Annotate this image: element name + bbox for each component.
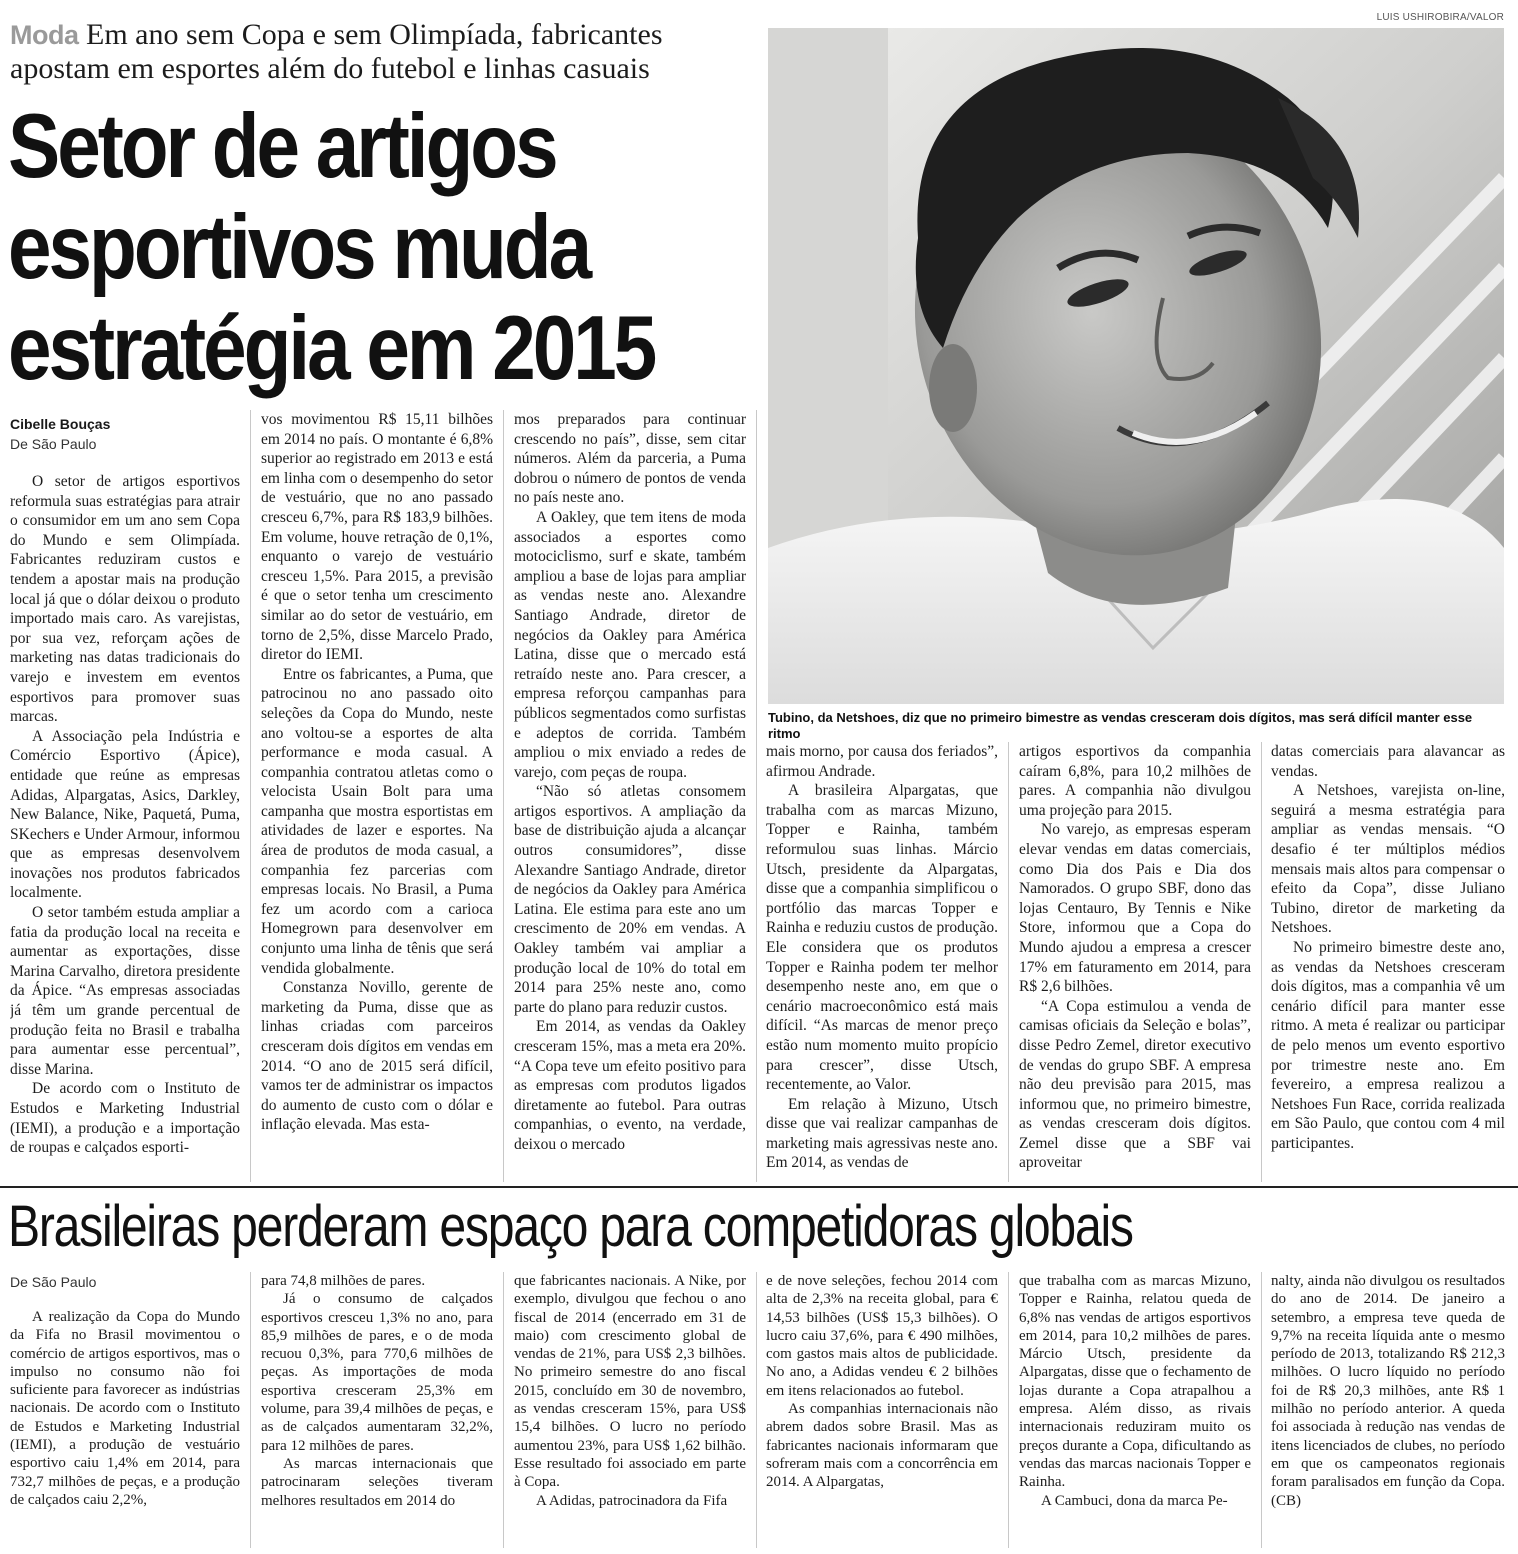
paragraph: Constanza Novillo, gerente de marketing da Puma, disse que as linhas criadas com parceiros cresceram dois dígitos em vendas em 2014. “O ano de 2015 será difícil, vamos ter de administrar os impactos do aumento de custo com o dólar e inflação elevada. Mas esta- bbox=[261, 979, 493, 1134]
paragraph: nalty, ainda não divulgou os resultados do ano de 2014. De janeiro a setembro, a empresa teve queda de 9,7% na receita líquida ante o mesmo período de 2013, totalizando R$ 212,3 milhões. O lucro líquido no período foi de R$ 20,3 milhões, ante R$ 1 milhão no período anterior. A queda foi associada à redução nas vendas de itens licenciados de clubes, no período em que os campeonatos regionais foram paralisados em função da Copa. (CB) bbox=[1271, 1273, 1505, 1509]
kicker bbox=[10, 18, 750, 86]
secondary-dateline: De São Paulo bbox=[10, 1274, 97, 1290]
paragraph: A Adidas, patrocinadora da Fifa bbox=[536, 1492, 728, 1509]
paragraph: e de nove seleções, fechou 2014 com alta de 2,3% na receita global, para € 14,53 bilhões (US$ 15,3 bilhões). O lucro caiu 37,6%, para € 490 milhões, com gastos mais altos de publicidade. No ano, a Adidas vendeu € 2 bilhões em itens relacionados ao futebol. bbox=[766, 1273, 998, 1399]
section-tag: Moda bbox=[10, 20, 79, 50]
article-column-4 bbox=[766, 742, 998, 1182]
column-divider bbox=[503, 410, 504, 1182]
column-divider bbox=[1261, 742, 1262, 1182]
paragraph: O setor de artigos esportivos reformula suas estratégias para atrair o consumidor em um ano sem Copa do Mundo e sem Olimpíada. Fabricantes reduziram custos e tendem a apostar mais na produção local já que o dólar deixou o produto importado mais caro. As varejistas, por sua vez, reforçam ações de marketing nas datas tradicionais do varejo e investem em eventos esportivos para promover suas marcas. bbox=[10, 473, 240, 726]
paragraph: “Não só atletas consomem artigos esportivos. A ampliação da base de distribuição ajuda a alcançar outros consumidores”, disse Alexandre Santiago Andrade, diretor de negócios da Oakley para América Latina. Ele estima para este ano um crescimento de 20% em vendas. A Oakley também vai ampliar a produção local de 10% do total em 2014 para 25% neste ano, como parte do plano para reduzir custos. bbox=[514, 783, 746, 1016]
column-divider bbox=[1008, 1272, 1009, 1548]
article2-column-6 bbox=[1271, 1272, 1505, 1548]
portrait-photo bbox=[768, 28, 1504, 704]
article2-column-5 bbox=[1019, 1272, 1251, 1548]
section-rule bbox=[0, 1186, 1518, 1188]
paragraph: A Associação pela Indústria e Comércio Esportivo (Ápice), entidade que reúne as empresas Adidas, Alpargatas, Asics, Darkley, New Balance, Nike, Paquetá, Puma, SKechers e Under Armour, informou que as empresas desenvolvem inovações nos produtos fabricados localmente. bbox=[10, 727, 240, 902]
paragraph: No primeiro bimestre deste ano, as vendas da Netshoes cresceram dois dígitos, mas a companhia vê um cenário difícil para manter esse ritmo. A meta é realizar ou participar de pelo menos um evento esportivo por trimestre neste ano. Em fevereiro, a empresa realizou a Netshoes Fun Race, corrida realizada em São Paulo, que contou com 4 mil participantes. bbox=[1271, 938, 1505, 1152]
paragraph: A brasileira Alpargatas, que trabalha com as marcas Mizuno, Topper e Rainha, também reformulou suas linhas. Márcio Utsch, presidente da Alpargatas, disse que a companhia simplificou o portfólio das marcas Topper e Rainha e reduziu custos de produção. Ele considera que os produtos Topper e Rainha podem ter melhor desempenho neste ano, em que o cenário macroeconômico está mais difícil. “As marcas de menor preço estão num momento muito propício para crescer”, disse Utsch, recentemente, ao Valor. bbox=[766, 782, 998, 1094]
column-divider bbox=[1008, 742, 1009, 1182]
column-divider bbox=[250, 410, 251, 1182]
paragraph: mos preparados para continuar crescendo no país”, disse, sem citar números. Além da parceria, a Puma dobrou o número de pontos de venda no país neste ano. bbox=[514, 411, 746, 507]
portrait-illustration bbox=[768, 28, 1504, 704]
article-column-2 bbox=[261, 410, 493, 1182]
paragraph: A realização da Copa do Mundo da Fifa no Brasil movimentou o comércio de artigos esportivos, mas o impulso no consumo não foi suficiente para favorecer as indústrias nacionais. De acordo com o Instituto de Estudos e Marketing Industrial (IEMI), a produção de vestuário esportivo caiu 1,4% em 2014, para 732,7 milhões de peças, e a produção de calçados caiu 2,2%, bbox=[10, 1309, 240, 1508]
article2-column-4 bbox=[766, 1272, 998, 1548]
paragraph: As marcas internacionais que patrocinaram seleções tiveram melhores resultados em 2014 do bbox=[261, 1455, 493, 1509]
paragraph: No varejo, as empresas esperam elevar vendas em datas comerciais, como Dia dos Pais e Dia dos Namorados. O grupo SBF, dono das lojas Centauro, By Tennis e Nike Store, informou que a Copa do Mundo ajudou a empresa a crescer 17% em faturamento em 2014, para R$ 2,6 bilhões. bbox=[1019, 821, 1251, 996]
paragraph: mais morno, por causa dos feriados”, afirmou Andrade. bbox=[766, 743, 998, 780]
byline bbox=[10, 414, 110, 454]
column-divider bbox=[1261, 1272, 1262, 1548]
secondary-headline: Brasileiras perderam espaço para competidoras globais bbox=[8, 1194, 1133, 1259]
paragraph: “A Copa estimulou a venda de camisas oficiais da Seleção e bolas”, disse Pedro Zemel, diretor executivo de vendas do grupo SBF. A empresa não deu previsão para 2015, mas informou que, no primeiro bimestre, as vendas cresceram dois dígitos. Zemel disse que a SBF vai aproveitar bbox=[1019, 997, 1251, 1172]
article2-column-1 bbox=[10, 1308, 240, 1548]
paragraph: A Oakley, que tem itens de moda associados a esportes como motociclismo, surf e skate, também ampliou a base de lojas para ampliar as vendas neste ano. Alexandre Santiago Andrade, diretor de negócios da Oakley para América Latina, disse que o mercado está retraído neste ano. Para crescer, a empresa reforçou campanhas para públicos segmentados como surfistas e adeptos de corrida. Também ampliou o mix enviado a redes de varejo, com peças de roupa. bbox=[514, 508, 746, 781]
headline-line-3: estratégia em 2015 bbox=[8, 298, 655, 399]
headline-line-2: esportivos muda bbox=[8, 197, 590, 298]
article2-column-3 bbox=[514, 1272, 746, 1548]
article-column-3 bbox=[514, 410, 746, 1182]
paragraph: Em relação à Mizuno, Utsch disse que vai realizar campanhas de marketing mais agressivas neste ano. Em 2014, as vendas de bbox=[766, 1095, 998, 1172]
column-divider bbox=[503, 1272, 504, 1548]
author-name: Cibelle Bouças bbox=[10, 416, 111, 432]
paragraph: De acordo com o Instituto de Estudos e Marketing Industrial (IEMI), a produção e a importação de roupas e calçados esporti- bbox=[10, 1080, 240, 1157]
article-column-6 bbox=[1271, 742, 1505, 1182]
paragraph: que fabricantes nacionais. A Nike, por exemplo, divulgou que fechou o ano fiscal de 2014 (encerrado em 31 de maio) com crescimento global de vendas de 21%, para US$ 2,3 bilhões. No primeiro semestre do ano fiscal 2015, concluído em 30 de novembro, as vendas cresceram 15%, para US$ 15,4 bilhões. O lucro no período aumentou 23%, para US$ 1,62 bilhão. Esse resultado foi associado em parte à Copa. bbox=[514, 1273, 746, 1491]
paragraph: O setor também estuda ampliar a fatia da produção local na receita e aumentar as exportações, disse Marina Carvalho, diretora presidente da Ápice. “As empresas associadas já têm um grande percentual de produção feita no Brasil e trabalha para aumentar esse percentual”, disse Marina. bbox=[10, 904, 240, 1078]
paragraph: artigos esportivos da companhia caíram 6,8%, para 10,2 milhões de pares. A companhia não divulgou uma projeção para 2015. bbox=[1019, 743, 1251, 819]
paragraph: vos movimentou R$ 15,11 bilhões em 2014 no país. O montante é 6,8% superior ao registrado em 2013 e está em linha com o desempenho do setor de vestuário, que no ano passado cresceu 6,7%, para R$ 183,9 bilhões. Em volume, houve retração de 0,1%, enquanto o varejo de vestuário cresceu 1,5%. Para 2015, a previsão é que o setor tenha um crescimento similar ao do setor de vestuário, em torno de 2,5%, disse Marcelo Prado, diretor do IEMI. bbox=[261, 411, 493, 664]
article-column-1 bbox=[10, 472, 240, 1182]
paragraph: A Cambuci, dona da marca Pe- bbox=[1041, 1492, 1228, 1509]
paragraph: para 74,8 milhões de pares. bbox=[261, 1273, 426, 1289]
column-divider bbox=[756, 410, 757, 1182]
kicker-line-1: Em ano sem Copa e sem Olimpíada, fabricantes bbox=[86, 18, 663, 51]
column-divider bbox=[250, 1272, 251, 1548]
article-column-5 bbox=[1019, 742, 1251, 1182]
paragraph: que trabalha com as marcas Mizuno, Topper e Rainha, relatou queda de 6,8% nas vendas de artigos esportivos em 2014, para 10,2 milhões de pares. Márcio Utsch, presidente da Alpargatas, disse que o fechamento de lojas durante a Copa atrapalhou a empresa. Além disso, as rivais internacionais reduziram muito os preços durante a Copa, dificultando as vendas das marcas nacionais Topper e Rainha. bbox=[1019, 1273, 1251, 1491]
paragraph: datas comerciais para alavancar as vendas. bbox=[1271, 743, 1505, 780]
photo-credit: LUIS USHIROBIRA/VALOR bbox=[1376, 12, 1504, 23]
paragraph: Entre os fabricantes, a Puma, que patrocinou no ano passado oito seleções da Copa do Mundo, neste ano voltou-se a esportes de alta performance e moda casual. A companhia contratou atletas como o velocista Usain Bolt para uma campanha que mostra esportistas em atividades de lazer e esportes. Na área de produtos de moda casual, a companhia fez parcerias com empresas locais. No Brasil, a Puma fez um acordo com a carioca Homegrown para desenvolver em conjunto uma linha de tênis que será vendida globalmente. bbox=[261, 665, 493, 977]
paragraph: A Netshoes, varejista on-line, seguirá a mesma estratégia para ampliar as vendas mensais. “O desafio é ter múltiplos médios mensais mais altos para compensar o efeito da Copa”, disse Juliano Tubino, diretor de marketing da Netshoes. bbox=[1271, 782, 1505, 937]
paragraph: Já o consumo de calçados esportivos cresceu 1,3% no ano, para 85,9 milhões de pares, e o de moda recuou 0,3%, para 770,6 milhões de peças. As importações de moda esportiva cresceram 25,3% em volume, para 39,4 milhões de peças, e as de calçados aumentaram 32,2%, para 12 milhões de pares. bbox=[261, 1291, 493, 1454]
dateline: De São Paulo bbox=[10, 436, 97, 452]
main-headline bbox=[8, 96, 655, 399]
kicker-line-2: apostam em esportes além do futebol e linhas casuais bbox=[10, 52, 650, 85]
article2-column-2 bbox=[261, 1272, 493, 1548]
headline-line-1: Setor de artigos bbox=[8, 96, 556, 197]
photo-caption: Tubino, da Netshoes, diz que no primeiro bimestre as vendas cresceram dois dígitos, mas será difícil manter esse ritmo bbox=[768, 710, 1473, 741]
column-divider bbox=[756, 1272, 757, 1548]
paragraph: Em 2014, as vendas da Oakley cresceram 15%, mas a meta era 20%. “A Copa teve um efeito positivo para as empresas com produtos ligados diretamente ao futebol. Para outras companhias, o evento, na verdade, deixou o mercado bbox=[514, 1018, 746, 1153]
paragraph: As companhias internacionais não abrem dados sobre Brasil. Mas as fabricantes nacionais informaram que sofreram mais com a concorrência em 2014. A Alpargatas, bbox=[766, 1401, 998, 1491]
